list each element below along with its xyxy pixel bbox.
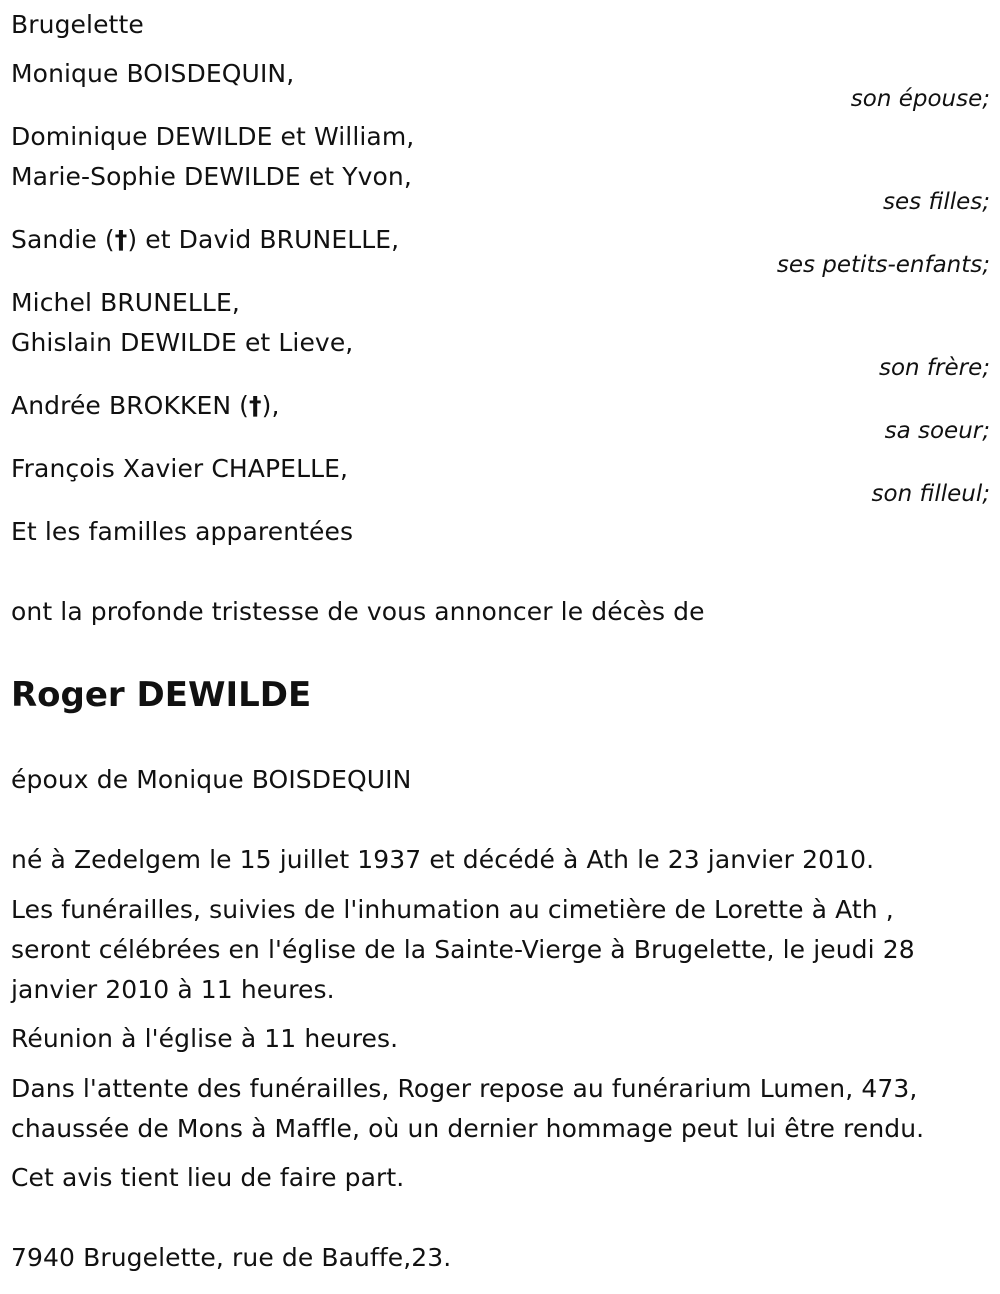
address: 7940 Brugelette, rue de Bauffe,23. [11, 1243, 452, 1272]
sister-before: Andrée BROKKEN ( [11, 391, 250, 420]
rest-line-2: chaussée de Mons à Maffle, où un dernier hommage peut lui être rendu. [11, 1114, 925, 1143]
brother-1: Michel BRUNELLE, [11, 288, 240, 317]
cross-icon: † [249, 391, 262, 420]
brothers-relation: son frère; [878, 355, 990, 381]
meeting-info: Réunion à l'église à 11 heures. [11, 1024, 399, 1053]
brother-2: Ghislain DEWILDE et Lieve, [11, 328, 354, 357]
daughters-relation: ses filles; [883, 189, 990, 215]
daughter-2: Marie-Sophie DEWILDE et Yvon, [11, 162, 412, 191]
birth-death: né à Zedelgem le 15 juillet 1937 et décédé à Ath le 23 janvier 2010. [11, 845, 875, 874]
deceased-spouse-of: époux de Monique BOISDEQUIN [11, 765, 412, 794]
sister-relation: sa soeur; [884, 418, 990, 444]
funeral-line-2: seront célébrées en l'église de la Sainte-Vierge à Brugelette, le jeudi 28 [11, 935, 915, 964]
other-families: Et les familles apparentées [11, 517, 354, 546]
grandchildren-after: ) et David BRUNELLE, [127, 225, 400, 254]
sister-name [11, 390, 280, 422]
grandchildren-relation: ses petits-enfants; [776, 252, 990, 278]
spouse-relation: son épouse; [850, 86, 990, 112]
funeral-line-1: Les funérailles, suivies de l'inhumation au cimetière de Lorette à Ath , [11, 895, 894, 924]
grandchildren-names [11, 224, 399, 256]
rest-line-1: Dans l'attente des funérailles, Roger repose au funérarium Lumen, 473, [11, 1074, 918, 1103]
godson-relation: son filleul; [871, 481, 990, 507]
spouse-name: Monique BOISDEQUIN, [11, 59, 295, 88]
cross-icon: † [114, 225, 128, 254]
godson-name: François Xavier CHAPELLE, [11, 454, 349, 483]
sister-after: ), [261, 391, 280, 420]
announcement: ont la profonde tristesse de vous annoncer le décès de [11, 597, 705, 626]
location: Brugelette [11, 10, 144, 39]
daughter-1: Dominique DEWILDE et William, [11, 122, 415, 151]
grandchildren-before: Sandie ( [11, 225, 115, 254]
deceased-name: Roger DEWILDE [11, 675, 312, 715]
notice: Cet avis tient lieu de faire part. [11, 1163, 405, 1192]
funeral-line-3: janvier 2010 à 11 heures. [11, 975, 335, 1004]
